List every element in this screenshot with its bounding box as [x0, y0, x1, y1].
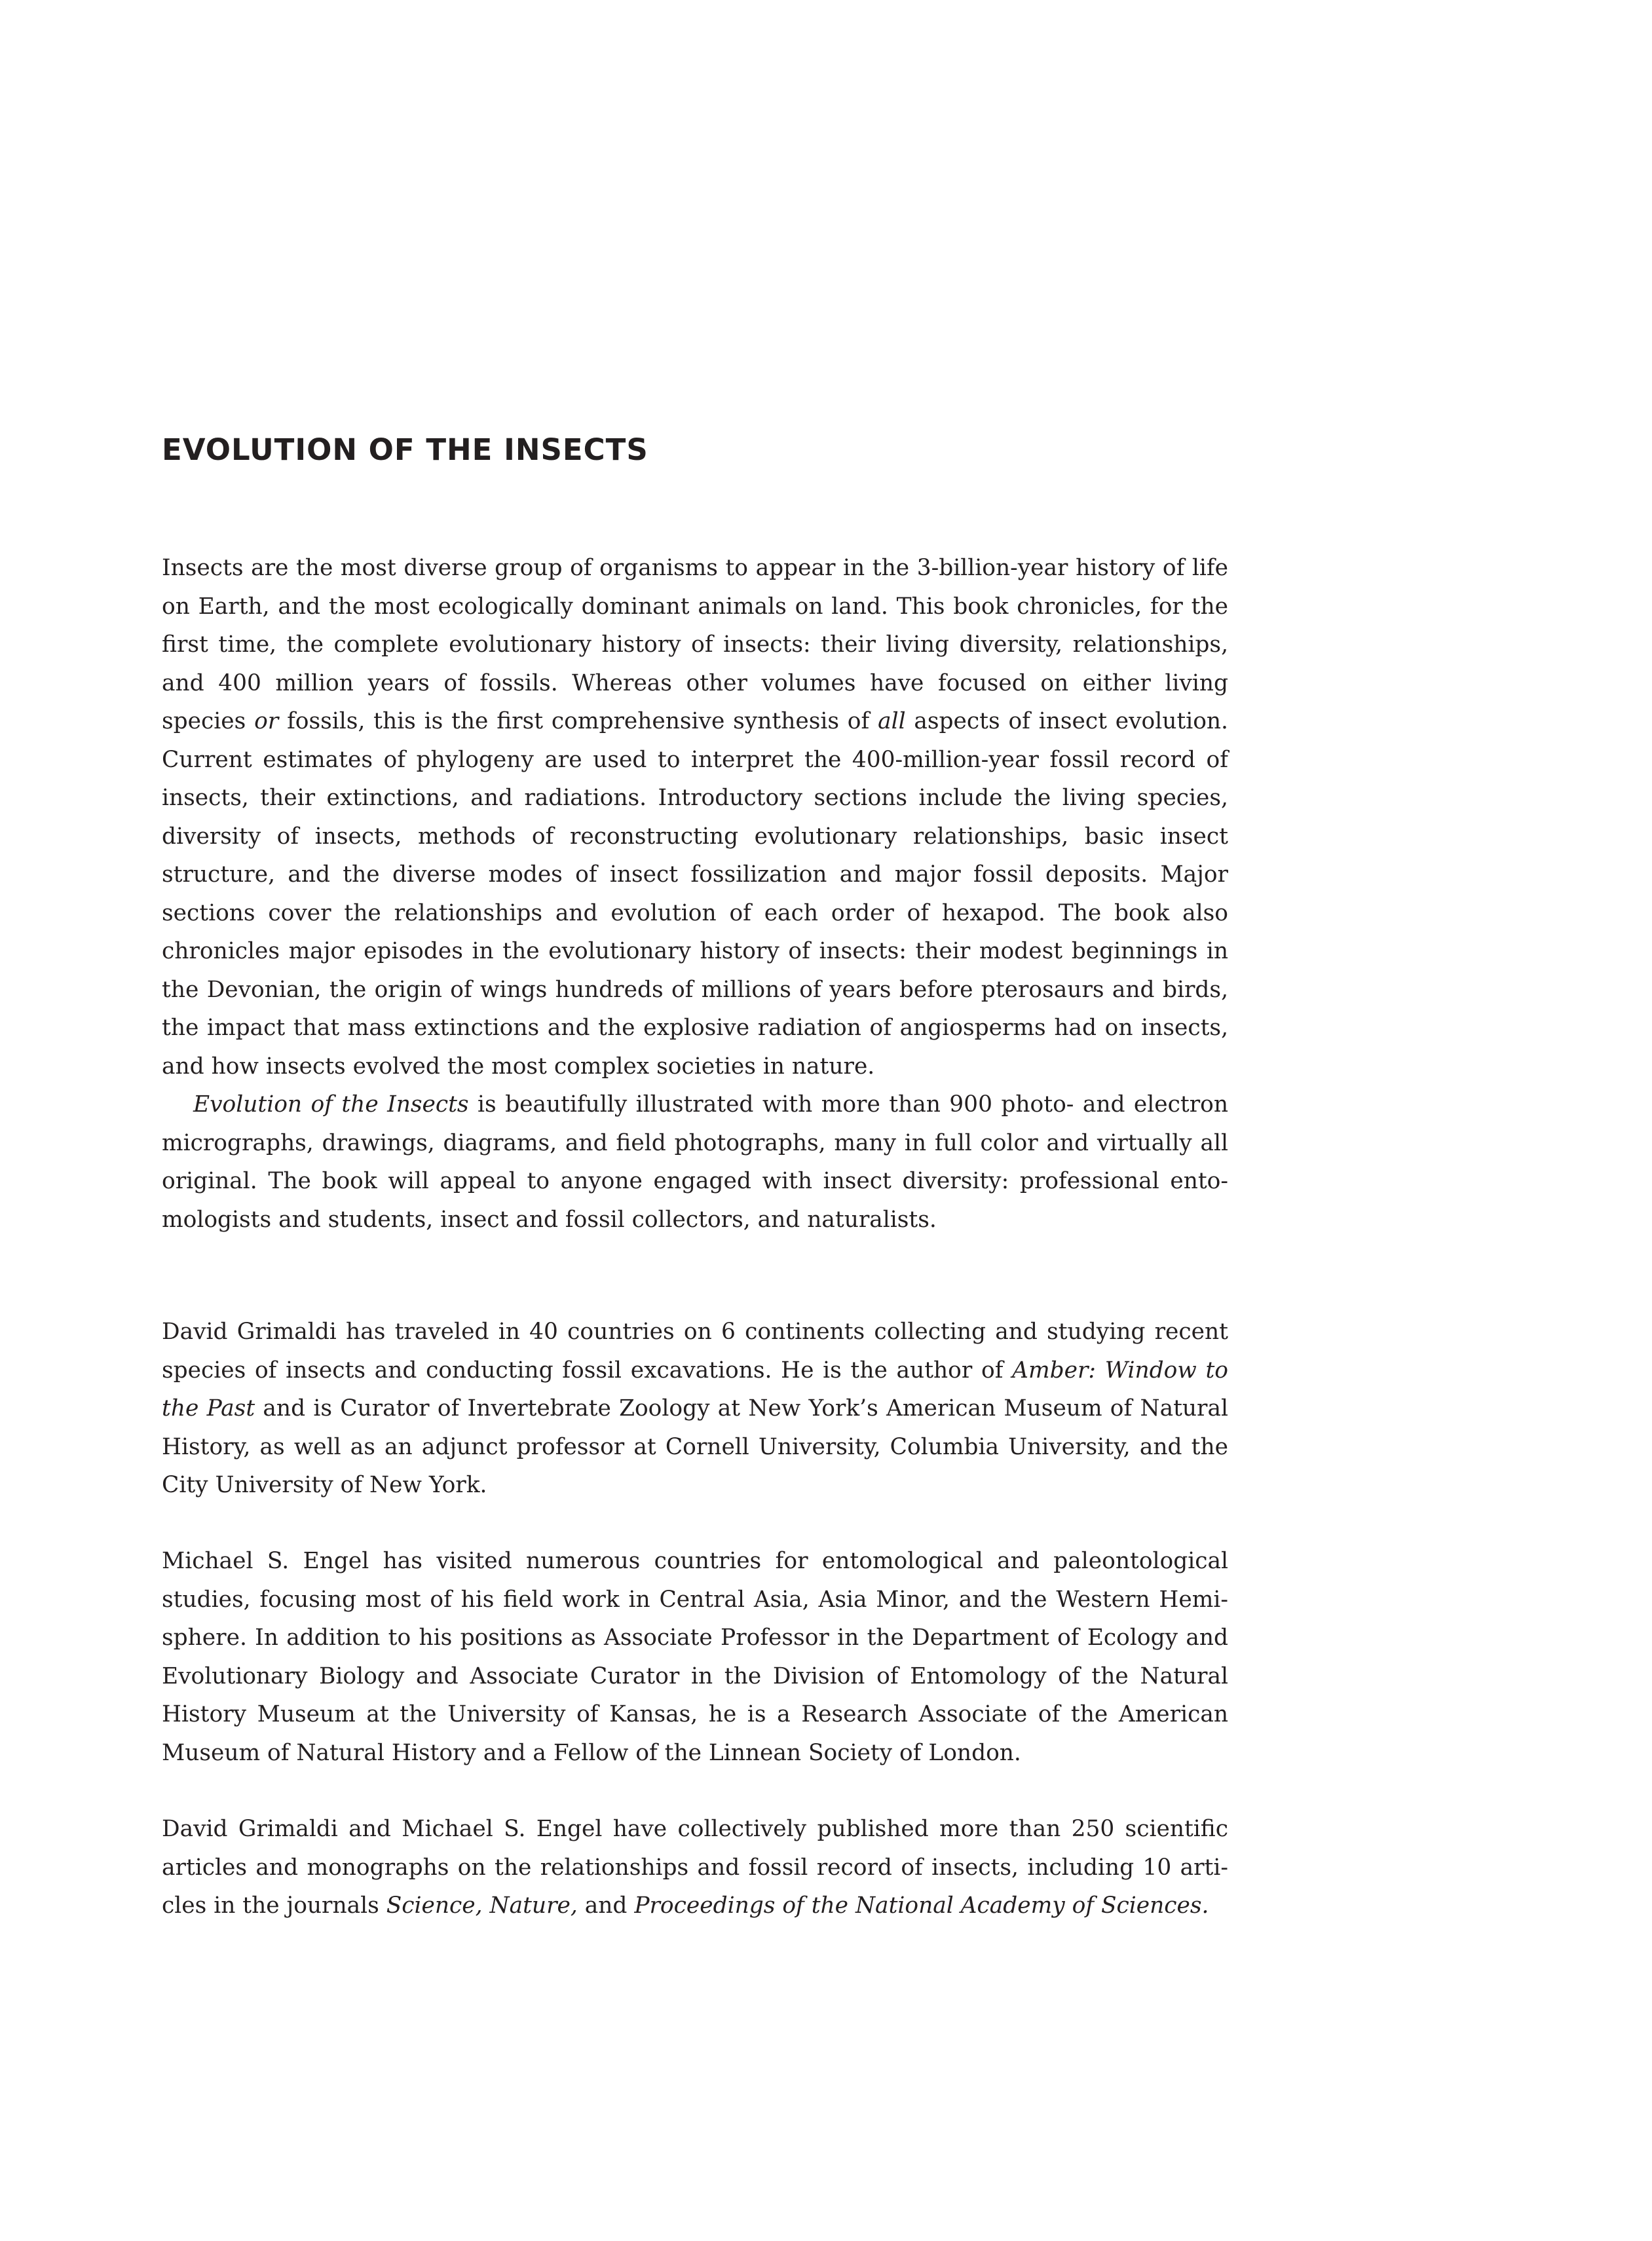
joint-text: and — [577, 1893, 635, 1919]
book-description — [162, 549, 1228, 1239]
journal-pnas: Proceedings of the National Academy of Sciences. — [634, 1893, 1209, 1919]
emphasis-all: all — [878, 708, 906, 734]
description-paragraph-2 — [162, 1085, 1228, 1239]
description-text: is beautifully illustrated with more than 900 photo- and electron micrographs, drawings, diagrams, and field photographs, many in full color and virtually all original. The book will appeal to anyone engaged with insect diversity: professional ento-mologists and students, insect and fossil collectors, and naturalists. — [162, 1091, 1229, 1233]
book-title-italic: Evolution of the Insects — [193, 1091, 469, 1118]
description-paragraph-1 — [162, 549, 1228, 1085]
emphasis-or: or — [254, 708, 279, 734]
author-bio-grimaldi — [162, 1313, 1228, 1505]
bio-text: Michael S. Engel has visited numerous countries for entomological and paleontological studies, focusing most of his field work in Central Asia, Asia Minor, and the Western Hemi-sphere. In addition to his positions as Associate Professor in the Department of Ecology and Evolutionary Biology and Associate Curator in the Division of Entomology of the Natural History Museum at the University of Kansas, he is a Research Associate of the American Museum of Natural History and a Fellow of the Linnean Society of London. — [162, 1548, 1228, 1766]
bio-paragraph — [162, 1313, 1228, 1505]
book-title-amber: Amber: Window to the Past — [162, 1357, 1228, 1422]
bio-text: David Grimaldi has traveled in 40 countries on 6 continents collecting and studying recent species of insects and conducting fossil excavations. He is the author of — [162, 1319, 1228, 1384]
journal-names: Science, Nature, — [386, 1893, 578, 1919]
author-bio-engel — [162, 1542, 1228, 1772]
page-title: EVOLUTION OF THE INSECTS — [162, 432, 648, 467]
joint-authors-note — [162, 1810, 1228, 1925]
joint-paragraph — [162, 1810, 1228, 1925]
description-text: fossils, this is the first comprehensive synthesis of — [278, 708, 878, 734]
description-text: aspects of insect evolution. Current estimates of phylogeny are used to interpret the 400-million-year fossil record of insects, their extinctions, and radiations. Introductory sections include the living species, diversity of insects, methods of reconstructing evolutionary relationships, basic insect structure, and the diverse modes of insect fossilization and major fossil deposits. Major sections cover the relationships and evolution of each order of hexapod. The book also chronicles major episodes in the evolutionary history of insects: their modest beginnings in the Devonian, the origin of wings hundreds of millions of years before pterosaurs and birds, the impact that mass extinctions and the explosive radiation of angiosperms had on insects, and how insects evolved the most complex societies in nature. — [162, 708, 1228, 1080]
bio-paragraph — [162, 1542, 1228, 1772]
bio-text: and is Curator of Invertebrate Zoology at New York’s American Museum of Natural History, as well as an adjunct professor at Cornell University, Columbia University, and the City University of New York. — [162, 1395, 1229, 1498]
description-text: Insects are the most diverse group of organisms to appear in the 3-billion-year history of life on Earth, and the most ecologically dominant animals on land. This book chronicles, for the first time, the complete evolutionary history of insects: their living diversity, relationships, and 400 million years of fossils. Whereas other volumes have focused on either living species — [162, 555, 1228, 734]
joint-text: David Grimaldi and Michael S. Engel have collectively published more than 250 scientific articles and monographs on the relationships and fossil record of insects, including 10 arti-cles in the journals — [162, 1816, 1228, 1919]
